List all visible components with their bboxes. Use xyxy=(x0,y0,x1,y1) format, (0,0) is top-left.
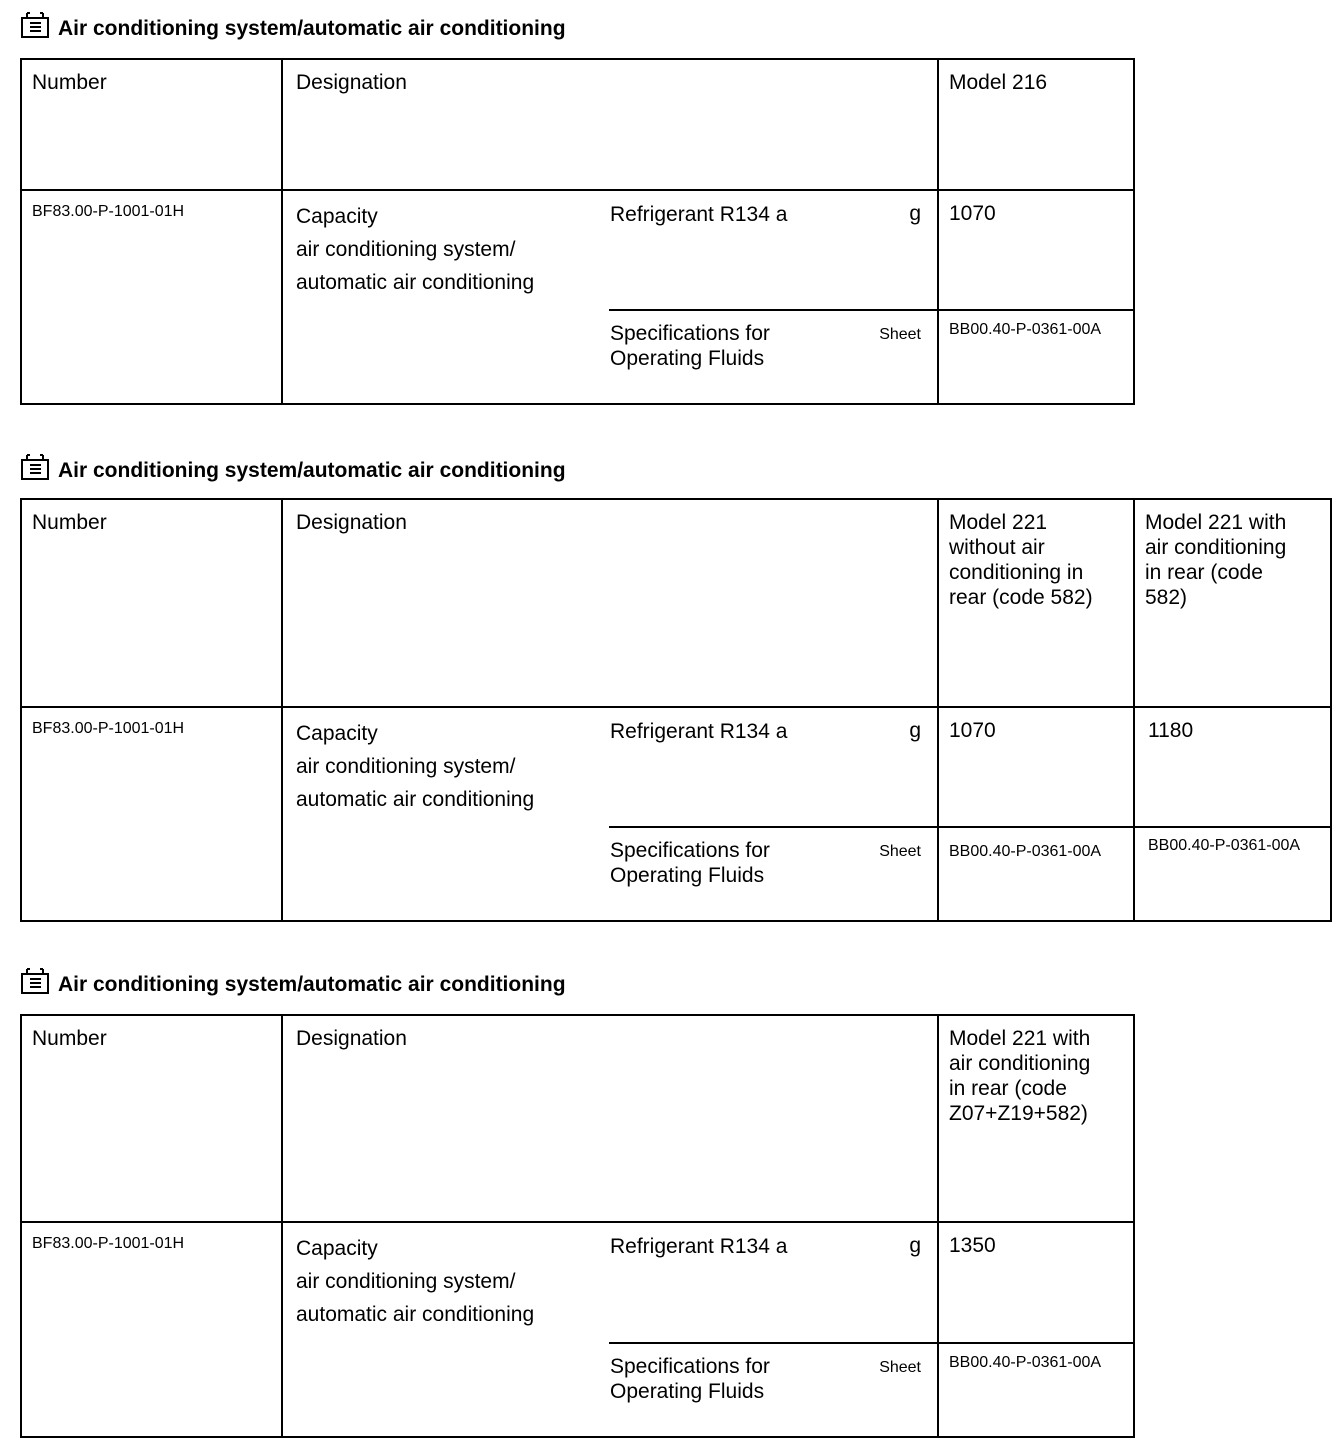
unit-sheet: Sheet xyxy=(879,843,921,860)
table-header-row xyxy=(21,1015,1134,1222)
unit-grams: g xyxy=(909,719,921,742)
refrigerant-value: 1350 xyxy=(949,1234,996,1257)
table-header-row xyxy=(21,59,1134,190)
row-divider xyxy=(609,1342,937,1344)
refrigerant-value: 1070 xyxy=(949,719,996,742)
model-value-cell xyxy=(938,1222,1134,1437)
unit-grams: g xyxy=(909,202,921,225)
row-divider xyxy=(939,1342,1133,1344)
item-label-refrigerant: Refrigerant R134 a xyxy=(610,720,788,743)
header-designation: Designation xyxy=(282,59,938,190)
sheet-reference: BB00.40-P-0361-00A xyxy=(1148,837,1301,854)
table-row xyxy=(21,190,1134,404)
table-row xyxy=(21,1222,1134,1437)
row-divider xyxy=(939,309,1133,311)
item-label-specifications: Specifications for Operating Fluids xyxy=(610,1355,770,1403)
item-label-specifications: Specifications for Operating Fluids xyxy=(610,839,770,887)
spec-table xyxy=(20,1014,1135,1438)
section-title: Air conditioning system/automatic air conditioning xyxy=(58,973,566,996)
designation-text: Capacity air conditioning system/ automatic air conditioning xyxy=(296,1237,535,1326)
document-list-icon xyxy=(21,12,50,38)
section-title: Air conditioning system/automatic air conditioning xyxy=(58,17,566,40)
unit-sheet: Sheet xyxy=(879,1359,921,1376)
row-number: BF83.00-P-1001-01H xyxy=(21,707,282,921)
designation-text: Capacity air conditioning system/ automatic air conditioning xyxy=(296,722,535,811)
model-value-cell xyxy=(938,190,1134,404)
table-row xyxy=(21,707,1331,921)
unit-sheet: Sheet xyxy=(879,326,921,343)
designation-cell xyxy=(282,190,938,404)
header-number: Number xyxy=(21,499,282,707)
row-number: BF83.00-P-1001-01H xyxy=(21,1222,282,1437)
designation-cell xyxy=(282,1222,938,1437)
sheet-reference: BB00.40-P-0361-00A xyxy=(949,843,1102,860)
model-value-cell xyxy=(1134,707,1331,921)
refrigerant-value: 1180 xyxy=(1148,719,1194,742)
row-divider xyxy=(609,309,937,311)
document-list-icon xyxy=(21,454,50,480)
row-divider xyxy=(609,826,937,828)
header-number: Number xyxy=(21,59,282,190)
refrigerant-value: 1070 xyxy=(949,202,996,225)
item-label-refrigerant: Refrigerant R134 a xyxy=(610,203,788,226)
sheet-reference: BB00.40-P-0361-00A xyxy=(949,1354,1102,1371)
header-model: Model 216 xyxy=(938,59,1134,190)
table-header-row xyxy=(21,499,1331,707)
sheet-reference: BB00.40-P-0361-00A xyxy=(949,321,1102,338)
spec-table xyxy=(20,58,1135,405)
unit-grams: g xyxy=(909,1234,921,1257)
spec-table xyxy=(20,498,1332,922)
row-number: BF83.00-P-1001-01H xyxy=(21,190,282,404)
header-model: Model 221 with air conditioning in rear (code Z07+Z19+582) xyxy=(938,1015,1134,1222)
header-model: Model 221 with air conditioning in rear (code 582) xyxy=(1134,499,1331,707)
designation-cell xyxy=(282,707,938,921)
model-value-cell xyxy=(938,707,1134,921)
header-model: Model 221 without air conditioning in rear (code 582) xyxy=(938,499,1134,707)
document-list-icon xyxy=(21,968,50,994)
designation-text: Capacity air conditioning system/ automatic air conditioning xyxy=(296,205,535,294)
item-label-refrigerant: Refrigerant R134 a xyxy=(610,1235,788,1258)
header-designation: Designation xyxy=(282,1015,938,1222)
header-designation: Designation xyxy=(282,499,938,707)
header-number: Number xyxy=(21,1015,282,1222)
item-label-specifications: Specifications for Operating Fluids xyxy=(610,322,770,370)
section-title: Air conditioning system/automatic air conditioning xyxy=(58,459,566,482)
row-divider xyxy=(1135,826,1330,828)
row-divider xyxy=(939,826,1133,828)
